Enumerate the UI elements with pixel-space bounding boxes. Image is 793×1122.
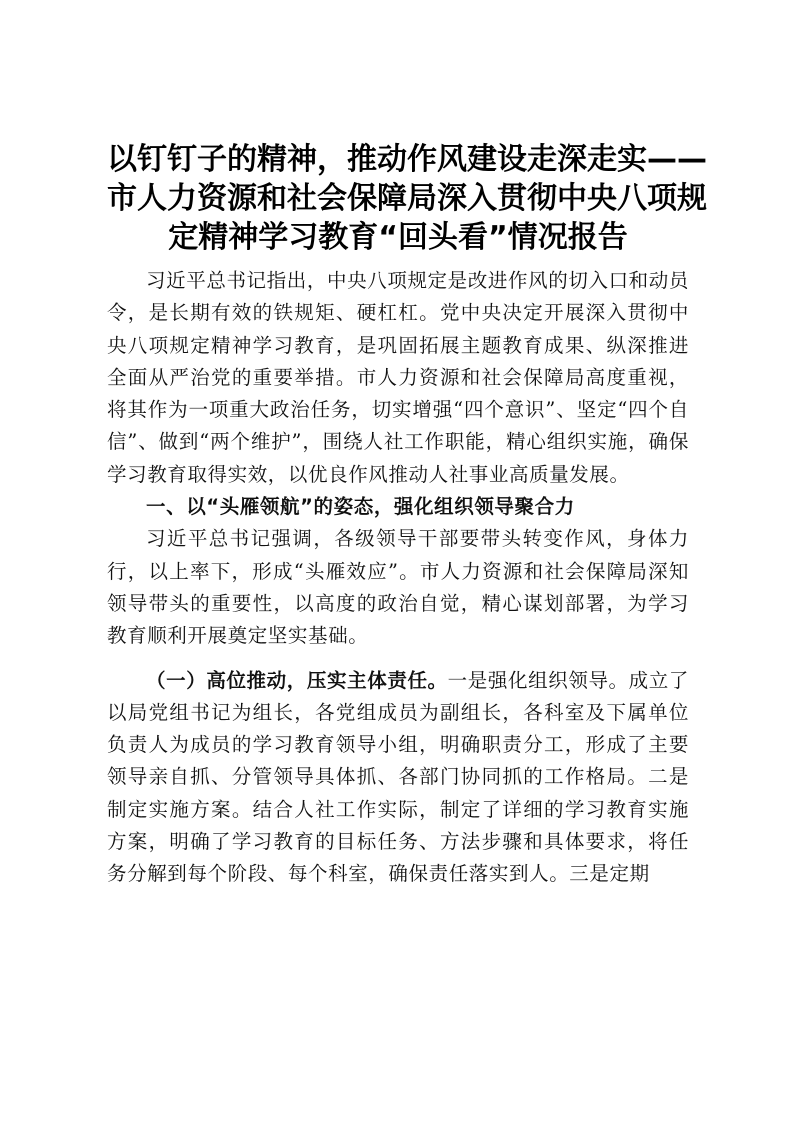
section-1-paragraph: 习近平总书记强调，各级领导干部要带头转变作风，身体力行，以上率下，形成“头雁效应”。市人力资源和社会保障局深知领导带头的重要性，以高度的政治自觉，精心谋划部署，为学习教育顺利开展奠定坚实基础。 <box>107 527 689 648</box>
title-line-1: 以钉钉子的精神，推动作风建设走深走实—— <box>107 142 707 177</box>
title-line-3: 定精神学习教育“回头看”情况报告 <box>168 220 628 255</box>
section-1-heading: 一、以“头雁领航”的姿态，强化组织领导聚合力 <box>146 495 575 519</box>
intro-paragraph: 习近平总书记指出，中央八项规定是改进作风的切入口和动员令，是长期有效的铁规矩、硬杠杠。党中央决定开展深入贯彻中央八项规定精神学习教育，是巩固拓展主题教育成果、纵深推进全面从严治党的重要举措。市人力资源和社会保障局高度重视，将其作为一项重大政治任务，切实增强“四个意识”、坚定“四个自信”、做到“两个维护”，围绕人社工作职能，精心组织实施，确保学习教育取得实效，以优良作风推动人社事业高质量发展。 <box>107 269 689 486</box>
title-line-2: 市人力资源和社会保障局深入贯彻中央八项规 <box>107 181 707 216</box>
document-body <box>107 140 707 891</box>
subsection-1-heading: （一）高位推动，压实主体责任。 <box>146 668 448 692</box>
subsection-1-text: 一是强化组织领导。成立了以局党组书记为组长，各党组成员为副组长，各科室及下属单位负责人为成员的学习教育领导小组，明确职责分工，形成了主要领导亲自抓、分管领导具体抓、各部门协同抓的工作格局。二是制定实施方案。结合人社工作实际，制定了详细的学习教育实施方案，明确了学习教育的目标任务、方法步骤和具体要求，将任务分解到每个阶段、每个科室，确保责任落实到人。三是定期 <box>107 668 689 886</box>
document-title <box>107 140 707 257</box>
subsection-1-paragraph <box>107 665 689 891</box>
